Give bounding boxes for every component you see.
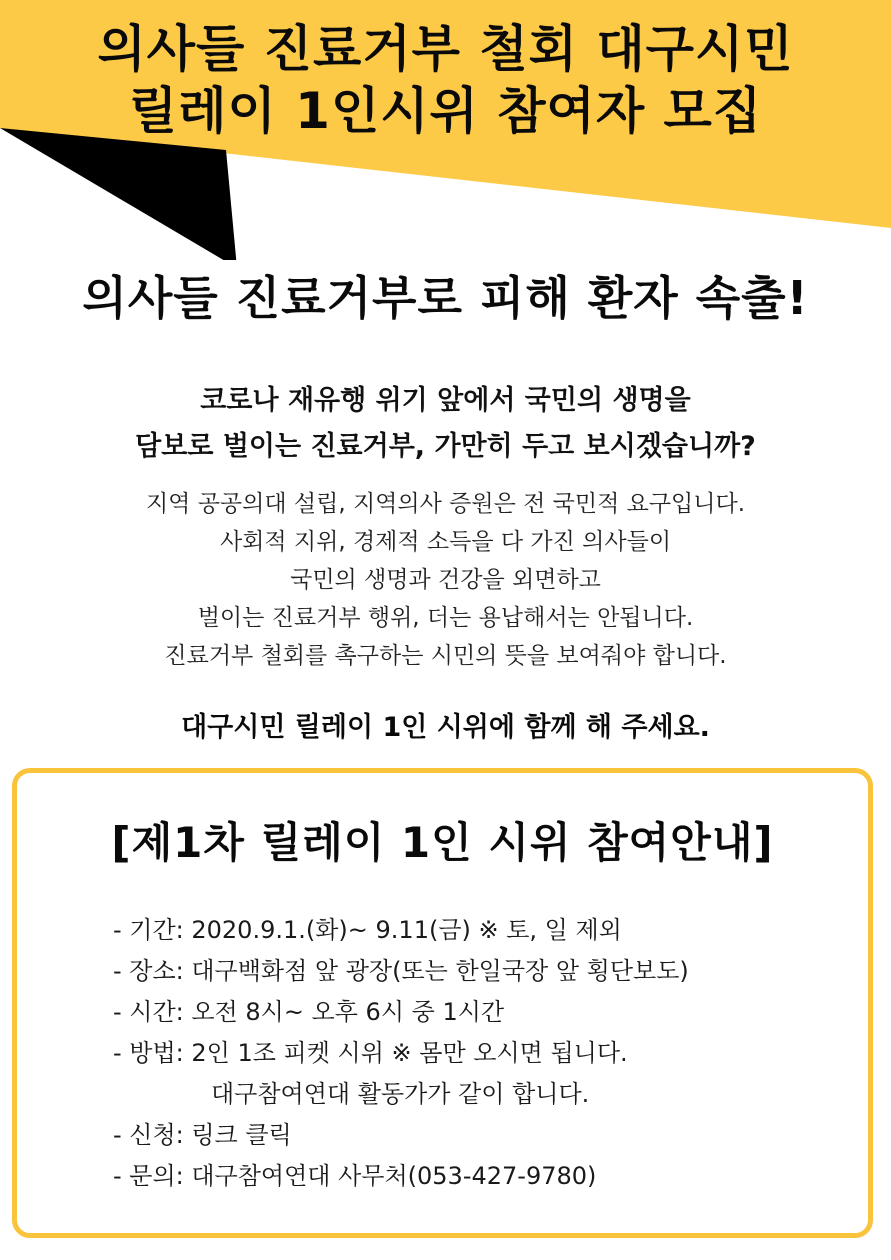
subheadline-line-2: 담보로 벌이는 진료거부, 가만히 두고 보시겠습니까? <box>135 431 756 462</box>
info-item-method-continued: 대구참여연대 활동가가 같이 합니다. <box>211 1080 590 1108</box>
info-item-place: - 장소: 대구백화점 앞 광장(또는 한일국장 앞 횡단보도) <box>113 957 689 985</box>
body-line: 사회적 지위, 경제적 소득을 다 가진 의사들이 <box>219 529 672 555</box>
body-line: 진료거부 철회를 촉구하는 시민의 뜻을 보여줘야 합니다. <box>164 643 727 669</box>
banner-title <box>0 18 891 142</box>
info-list <box>113 910 689 1197</box>
body-paragraph <box>0 485 891 675</box>
subheadline-line-1: 코로나 재유행 위기 앞에서 국민의 생명을 <box>200 385 691 416</box>
banner-black-tail <box>0 128 237 260</box>
info-title: [제1차 릴레이 1인 시위 참여안내] <box>111 818 774 867</box>
call-to-action: 대구시민 릴레이 1인 시위에 함께 해 주세요. <box>181 712 710 743</box>
header-banner <box>0 0 891 260</box>
info-box <box>12 768 873 1238</box>
info-item-contact: - 문의: 대구참여연대 사무처(053-427-9780) <box>113 1162 597 1190</box>
body-line: 국민의 생명과 건강을 외면하고 <box>290 567 601 593</box>
info-item-time: - 시간: 오전 8시~ 오후 6시 중 1시간 <box>113 998 505 1026</box>
banner-title-line-2: 릴레이 1인시위 참여자 모집 <box>128 82 763 140</box>
info-item-apply[interactable]: - 신청: 링크 클릭 <box>113 1121 292 1149</box>
body-line: 지역 공공의대 설립, 지역의사 증원은 전 국민적 요구입니다. <box>145 491 746 517</box>
headline: 의사들 진료거부로 피해 환자 속출! <box>82 271 809 325</box>
banner-title-line-1: 의사들 진료거부 철회 대구시민 <box>97 20 794 78</box>
subheadline <box>0 378 891 470</box>
body-line: 벌이는 진료거부 행위, 더는 용납해서는 안됩니다. <box>197 605 694 631</box>
info-item-method: - 방법: 2인 1조 피켓 시위 ※ 몸만 오시면 됩니다. <box>113 1039 628 1067</box>
info-item-period: - 기간: 2020.9.1.(화)~ 9.11(금) ※ 토, 일 제외 <box>113 916 622 944</box>
